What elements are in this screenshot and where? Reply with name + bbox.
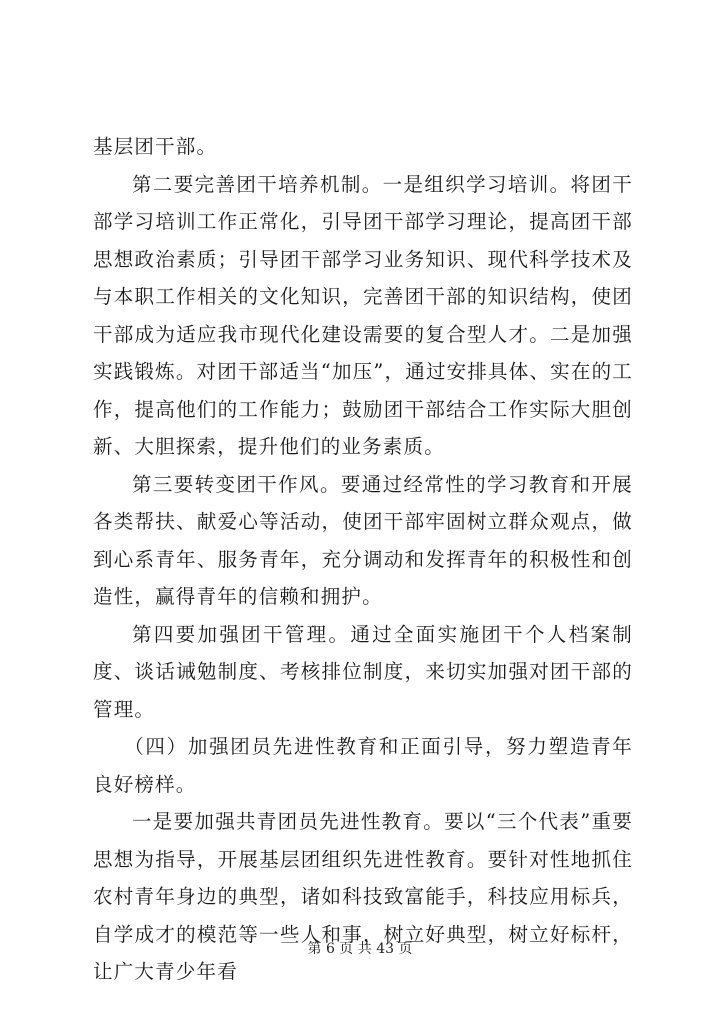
paragraph-cadre-style: 第三要转变团干作风。要通过经常性的学习教育和开展各类帮扶、献爱心等活动，使团干部牢固树立群众观点，做到心系青年、服务青年，充分调动和发挥青年的积极性和创造性，赢得青年的信赖和拥护。 bbox=[93, 472, 633, 608]
paragraph-member-education: 一是要加强共青团员先进性教育。要以“三个代表”重要思想为指导，开展基层团组织先进性教育。要针对性地抓住农村青年身边的典型，诸如科技致富能手，科技应用标兵，自学成才的模范等一些人和事，树立好典型，树立好标杆，让广大青少年看 bbox=[93, 810, 633, 983]
paragraph-continuation: 基层团干部。 bbox=[93, 135, 218, 158]
paragraph-cadre-training: 第二要完善团干培养机制。一是组织学习培训。将团干部学习培训工作正常化，引导团干部学习理论，提高团干部思想政治素质；引导团干部学习业务知识、现代科学技术及与本职工作相关的文化知识，完善团干部的知识结构，使团干部成为适应我市现代化建设需要的复合型人才。二是加强实践锻炼。对团干部适当“加压”，通过安排具体、实在的工作，提高他们的工作能力；鼓励团干部结合工作实际大胆创新、大胆探索，提升他们的业务素质。 bbox=[93, 172, 633, 458]
page-number-footer: 第 6 页 共 43 页 bbox=[307, 941, 413, 957]
document-body bbox=[93, 128, 633, 991]
paragraph-cadre-management: 第四要加强团干管理。通过全面实施团干个人档案制度、谈话诫勉制度、考核排位制度，来切实加强对团干部的管理。 bbox=[93, 622, 633, 721]
section-heading: （四）加强团员先进性教育和正面引导，努力塑造青年良好榜样。 bbox=[93, 735, 633, 796]
